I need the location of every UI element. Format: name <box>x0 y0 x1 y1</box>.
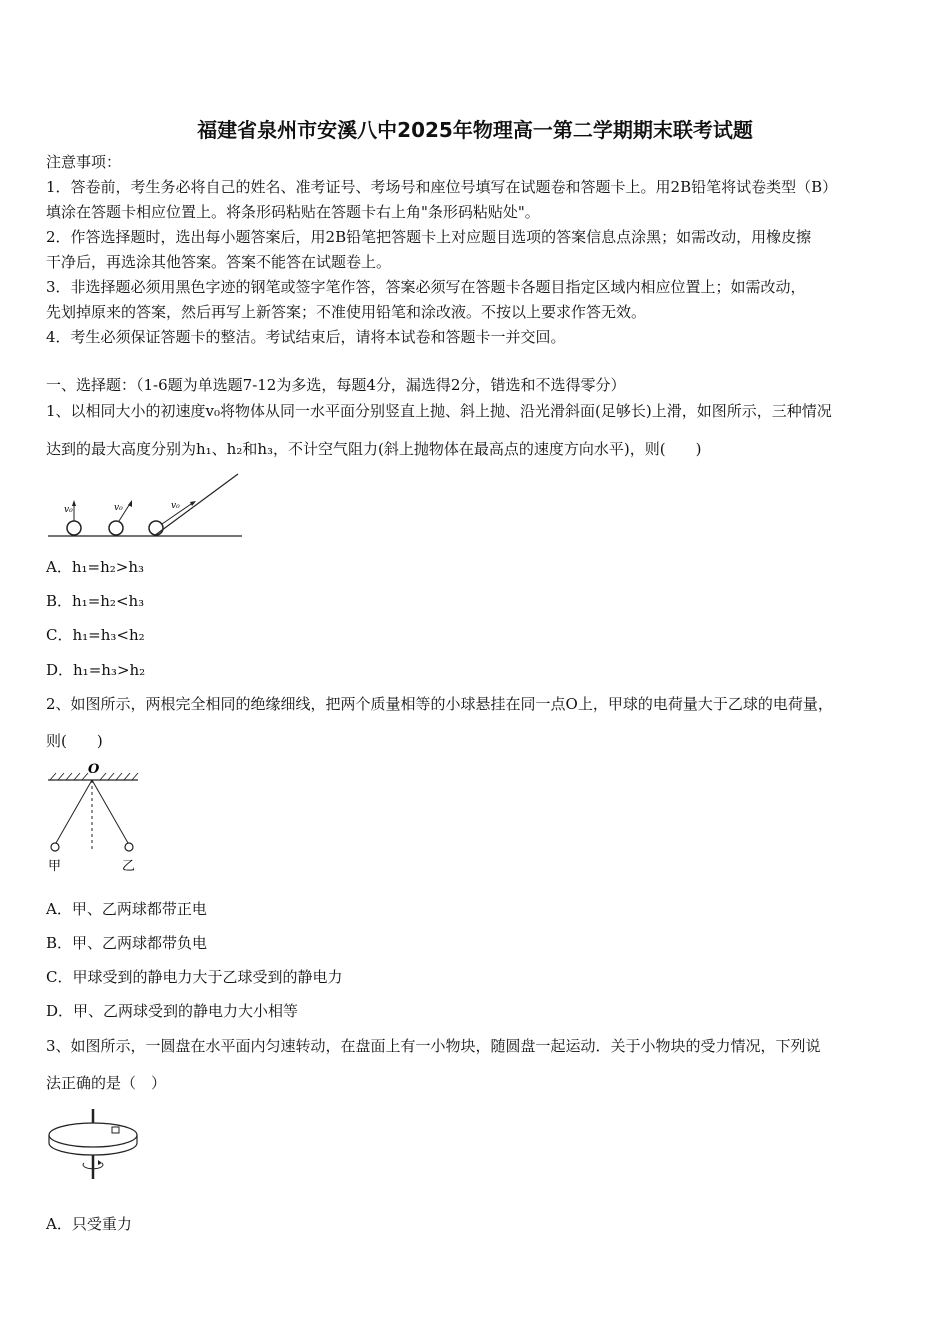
incline <box>154 474 238 536</box>
disk-top <box>49 1123 137 1147</box>
notice-line-1: 1．答卷前，考生务必将自己的姓名、准考证号、考场号和座位号填写在试题卷和答题卡上。用2B铅笔将试卷类型（B） <box>46 178 838 196</box>
thread-right <box>92 780 128 843</box>
small-block <box>112 1127 119 1133</box>
q2-option-d: D．甲、乙两球受到的静电力大小相等 <box>46 1002 299 1020</box>
thread-left <box>56 780 92 843</box>
page-title: 福建省泉州市安溪八中2025年物理高一第二学期期末联考试题 <box>197 118 753 142</box>
ball-jia <box>51 843 59 851</box>
label-jia: 甲 <box>48 859 62 874</box>
section-heading: 一、选择题：（1-6题为单选题7-12为多选，每题4分，漏选得2分，错选和不选得零分） <box>46 376 626 394</box>
q2-figure <box>46 760 146 878</box>
q2-option-b: B．甲、乙两球都带负电 <box>46 934 208 952</box>
q2-line-1: 2、如图所示，两根完全相同的绝缘细线，把两个质量相等的小球悬挂在同一点O上，甲球的电荷量大于乙球的电荷量， <box>46 695 833 713</box>
q3-line-2: 法正确的是（ ） <box>46 1074 167 1092</box>
q1-line-2: 达到的最大高度分别为h₁、h₂和h₃，不计空气阻力(斜上抛物体在最高点的速度方向水平)，则( ) <box>46 440 702 458</box>
label-yi: 乙 <box>122 859 136 874</box>
q2-option-c: C．甲球受到的静电力大于乙球受到的静电力 <box>46 968 343 986</box>
notice-heading: 注意事项： <box>46 153 122 171</box>
q2-line-2: 则( ) <box>46 732 103 750</box>
ball-2 <box>109 521 123 535</box>
v0-label-3: v₀ <box>171 501 180 511</box>
q1-figure <box>46 470 246 545</box>
q1-option-d: D．h₁=h₃>h₂ <box>46 661 146 679</box>
notice-line-6: 先划掉原来的答案，然后再写上新答案；不准使用铅笔和涂改液。不按以上要求作答无效。 <box>46 303 647 321</box>
q1-option-a: A．h₁=h₂>h₃ <box>46 558 144 576</box>
notice-line-4: 干净后，再选涂其他答案。答案不能答在试题卷上。 <box>46 253 392 271</box>
q1-option-b: B．h₁=h₂<h₃ <box>46 592 145 610</box>
ball-yi <box>125 843 133 851</box>
point-o-label: O <box>88 762 100 777</box>
notice-line-3: 2．作答选择题时，选出每小题答案后，用2B铅笔把答题卡上对应题目选项的答案信息点涂黑；如需改动，用橡皮擦 <box>46 228 812 246</box>
q2-option-a: A．甲、乙两球都带正电 <box>46 900 207 918</box>
q3-option-a: A．只受重力 <box>46 1215 132 1233</box>
q1-line-1: 1、以相同大小的初速度v₀将物体从同一水平面分别竖直上抛、斜上抛、沿光滑斜面(足够长)上滑，如图所示，三种情况 <box>46 402 832 420</box>
q1-option-c: C．h₁=h₃<h₂ <box>46 626 145 644</box>
notice-line-2: 填涂在答题卡相应位置上。将条形码粘贴在答题卡右上角"条形码粘贴处"。 <box>46 203 540 221</box>
v0-label-2: v₀ <box>114 503 123 513</box>
ball-1 <box>67 521 81 535</box>
v0-label-1: v₀ <box>64 505 73 515</box>
q3-line-1: 3、如图所示，一圆盘在水平面内匀速转动，在盘面上有一小物块，随圆盘一起运动．关于小物块的受力情况，下列说 <box>46 1037 821 1055</box>
ball-3 <box>149 521 163 535</box>
q3-figure <box>46 1105 146 1185</box>
notice-line-7: 4．考生必须保证答题卡的整洁。考试结束后，请将本试卷和答题卡一并交回。 <box>46 328 566 346</box>
notice-line-5: 3．非选择题必须用黑色字迹的钢笔或签字笔作答，答案必须写在答题卡各题目指定区域内相应位置上；如需改动， <box>46 278 806 296</box>
